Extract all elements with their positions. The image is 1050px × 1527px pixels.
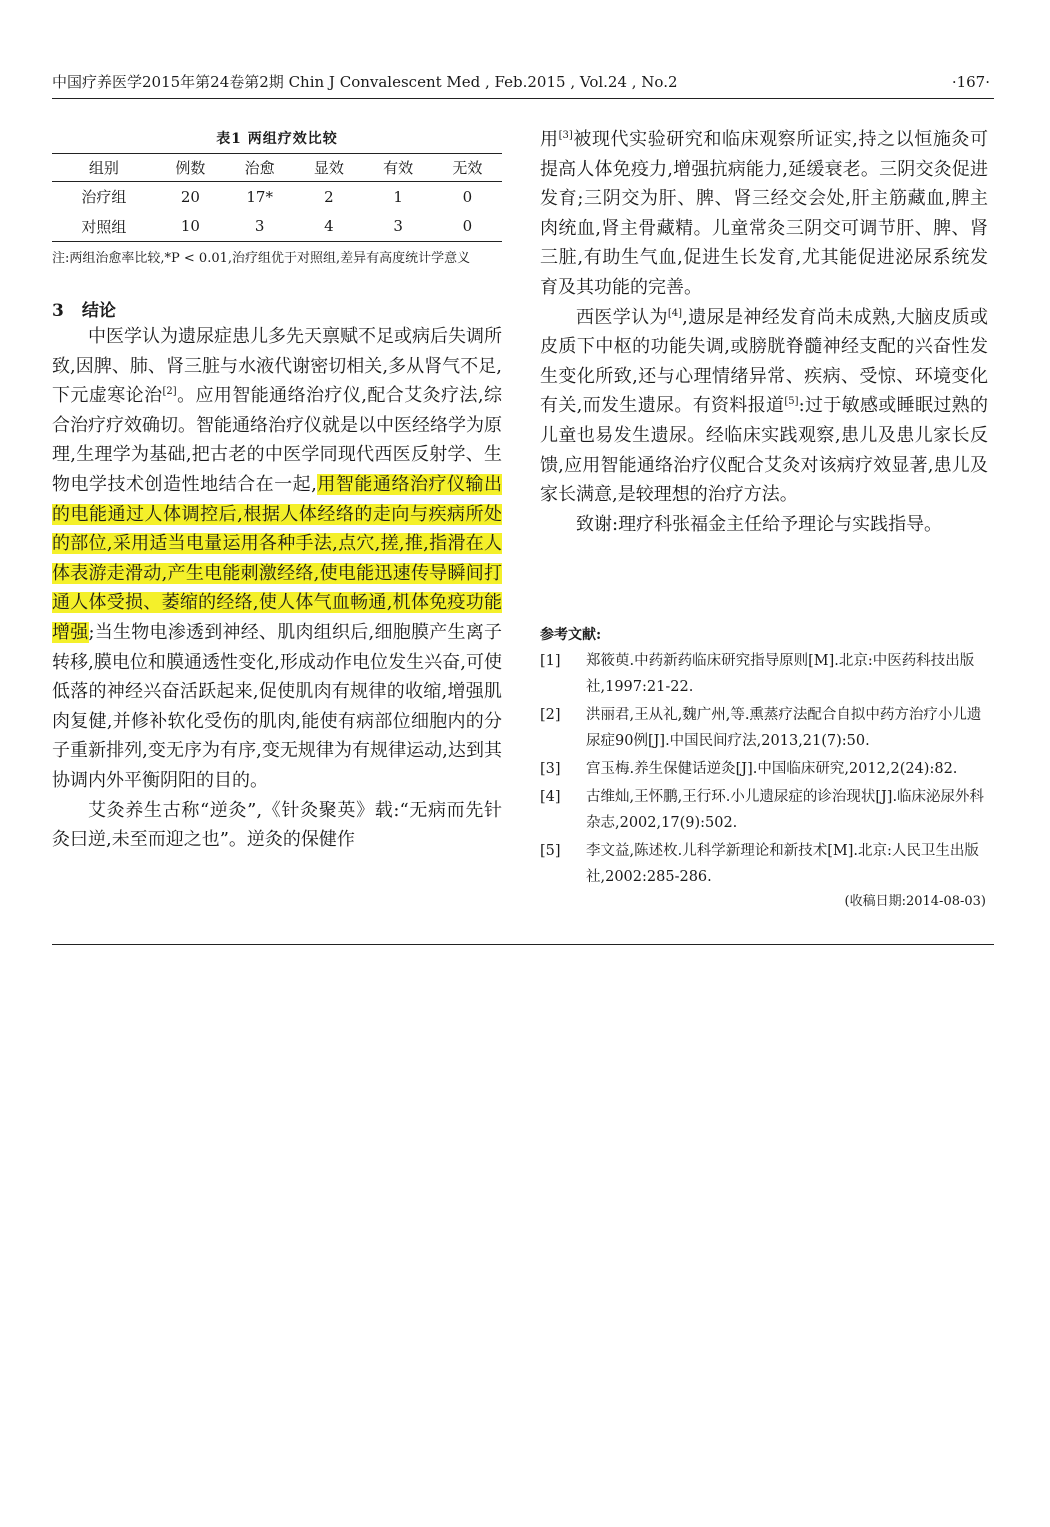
- body-text: :过于敏感或睡眠过熟的儿童也易发生遗尿。经临床实践观察,患儿及患儿家长反馈,应用智能通络治疗仪配合艾灸对该病疗效显著,患儿及家长满意,是较理想的治疗方法。: [540, 395, 988, 506]
- table-cell: 17*: [246, 187, 273, 206]
- column-header: 治愈: [244, 159, 275, 177]
- references-title: 参考文献:: [540, 627, 602, 643]
- table-header-row: [52, 154, 502, 182]
- reference-number: [3]: [540, 761, 561, 777]
- body-text: ,遗尿是神经发育尚未成熟,大脑皮质或皮质下中枢的功能失调,或膀胱脊髓神经支配的兴奋性发生变化所致,还与心理情绪异常、疾病、受惊、环境变化有关,而发生遗尿。有资料报道: [540, 306, 988, 417]
- reference-item: [540, 784, 988, 836]
- highlighted-text: 用智能通络治疗仪输出的电能通过人体调控后,根据人体经络的走向与疾病所处的部位,采用适当电量运用各种手法,点穴,搓,推,指滑在人体表游走滑动,产生电能刺激经络,使电能迅速传导瞬间打通人体受损、萎缩的经络,使人体气血畅通,机体免疫功能增强: [52, 473, 503, 643]
- table-cell: 3: [393, 217, 403, 236]
- right-column-text: [540, 125, 988, 539]
- acknowledgement: 致谢:理疗科张福金主任给予理论与实践指导。: [576, 513, 943, 535]
- citation-ref: [3]: [558, 130, 573, 141]
- results-table-block: [52, 130, 502, 269]
- column-header: 组别: [88, 159, 119, 177]
- table-cell: 10: [180, 217, 200, 236]
- table-cell: 对照组: [81, 217, 127, 236]
- reference-text: 宫玉梅.养生保健话逆灸[J].中国临床研究,2012,2(24):82.: [586, 761, 958, 777]
- reference-item: [540, 838, 988, 890]
- left-column-text: [52, 322, 502, 855]
- reference-item: [540, 756, 988, 782]
- bottom-rule: [52, 944, 994, 945]
- page-number: ·167·: [951, 73, 990, 91]
- citation-ref: [5]: [784, 396, 799, 408]
- column-header: 显效: [313, 159, 344, 177]
- table-row: [52, 212, 502, 242]
- journal-citation: 中国疗养医学2015年第24卷第2期 Chin J Convalescent Med , Feb.2015 , Vol.24 , No.2: [52, 73, 678, 91]
- table-cell: 0: [462, 187, 473, 206]
- section-title-text: 结论: [81, 301, 116, 321]
- body-text: 西医学认为: [576, 306, 668, 328]
- table-caption: 表1 两组疗效比较: [216, 131, 338, 147]
- citation-ref: [4]: [667, 307, 683, 319]
- table-note: 注:两组治愈率比较,*P < 0.01,治疗组优于对照组,差异有高度统计学意义: [52, 251, 471, 266]
- reference-text: 郑筱萸.中药新药临床研究指导原则[M].北京:中医药科技出版社,1997:21-22.: [586, 653, 975, 695]
- table-cell: 1: [393, 187, 403, 206]
- reference-text: 李文益,陈述枚.儿科学新理论和新技术[M].北京:人民卫生出版社,2002:285-286.: [586, 843, 979, 885]
- citation-ref: [2]: [162, 386, 177, 398]
- section-heading: [52, 300, 116, 322]
- conclusion-paragraph: [52, 322, 502, 796]
- reference-number: [4]: [540, 789, 561, 805]
- received-date: (收稿日期:2014-08-03): [844, 894, 986, 909]
- moxibustion-paragraph: 艾灸养生古称“逆灸”,《针灸聚英》载:“无病而先针灸曰逆,未至而迎之也”。逆灸的保健作: [52, 799, 502, 851]
- body-text: 。应用智能通络治疗仪,配合艾灸疗法,综合治疗疗效确切。智能通络治疗仪就是以中医经络学为原理,生理学为基础,把古老的中医学同现代西医反射学、生物电学技术创造性地结合在一起,: [52, 385, 502, 495]
- column-header: 有效: [383, 159, 414, 177]
- references-section: [540, 624, 988, 912]
- reference-item: [540, 648, 988, 700]
- western-medicine-paragraph: [540, 303, 988, 510]
- body-text: ;当生物电渗透到神经、肌肉组织后,细胞膜产生离子转移,膜电位和膜通透性变化,形成动作电位发生兴奋,可使低落的神经兴奋活跃起来,促使肌肉有规律的收缩,增强肌肉复健,并修补软化受伤的肌肉,能使有病部位细胞内的分子重新排列,变无序为有序,变无规律为有规律运动,达到其协调内外平衡阴阳的目的。: [52, 621, 502, 791]
- table-cell: 0: [462, 217, 473, 236]
- column-header: 例数: [175, 159, 206, 177]
- reference-number: [2]: [540, 707, 561, 723]
- reference-item: [540, 702, 988, 754]
- section-number: 3: [52, 301, 64, 321]
- table-cell: 治疗组: [81, 188, 127, 207]
- reference-text: 古维灿,王怀鹏,王行环.小儿遗尿症的诊治现状[J].临床泌尿外科杂志,2002,17(9):502.: [586, 789, 985, 831]
- table-cell: 3: [254, 217, 265, 236]
- table-cell: 2: [324, 187, 334, 206]
- reference-text: 洪丽君,王从礼,魏广州,等.熏蒸疗法配合自拟中药方治疗小儿遗尿症90例[J].中国民间疗法,2013,21(7):50.: [586, 707, 982, 749]
- running-header: [52, 72, 994, 99]
- moxibustion-paragraph-cont: [540, 125, 988, 303]
- reference-number: [5]: [540, 843, 561, 859]
- body-text: 用: [540, 129, 559, 150]
- reference-number: [1]: [540, 653, 561, 669]
- table-row: [52, 182, 502, 212]
- body-text: 中医学认为遗尿症患儿多先天禀赋不足或病后失调所致,因脾、肺、肾三脏与水液代谢密切相关,多从肾气不足,下元虚寒论治: [52, 326, 502, 407]
- body-text: 被现代实验研究和临床观察所证实,持之以恒施灸可提高人体免疫力,增强抗病能力,延缓衰老。三阴交灸促进发育;三阴交为肝、脾、肾三经交会处,肝主筋藏血,脾主肉统血,肾主骨藏精。儿童常灸三阴交可调节肝、脾、肾三脏,有助生气血,促进生长发育,尤其能促进泌尿系统发育及其功能的完善。: [540, 129, 988, 298]
- column-header: 无效: [452, 159, 483, 177]
- table-cell: 4: [324, 217, 334, 236]
- table-cell: 20: [180, 187, 200, 206]
- efficacy-table: [52, 153, 502, 242]
